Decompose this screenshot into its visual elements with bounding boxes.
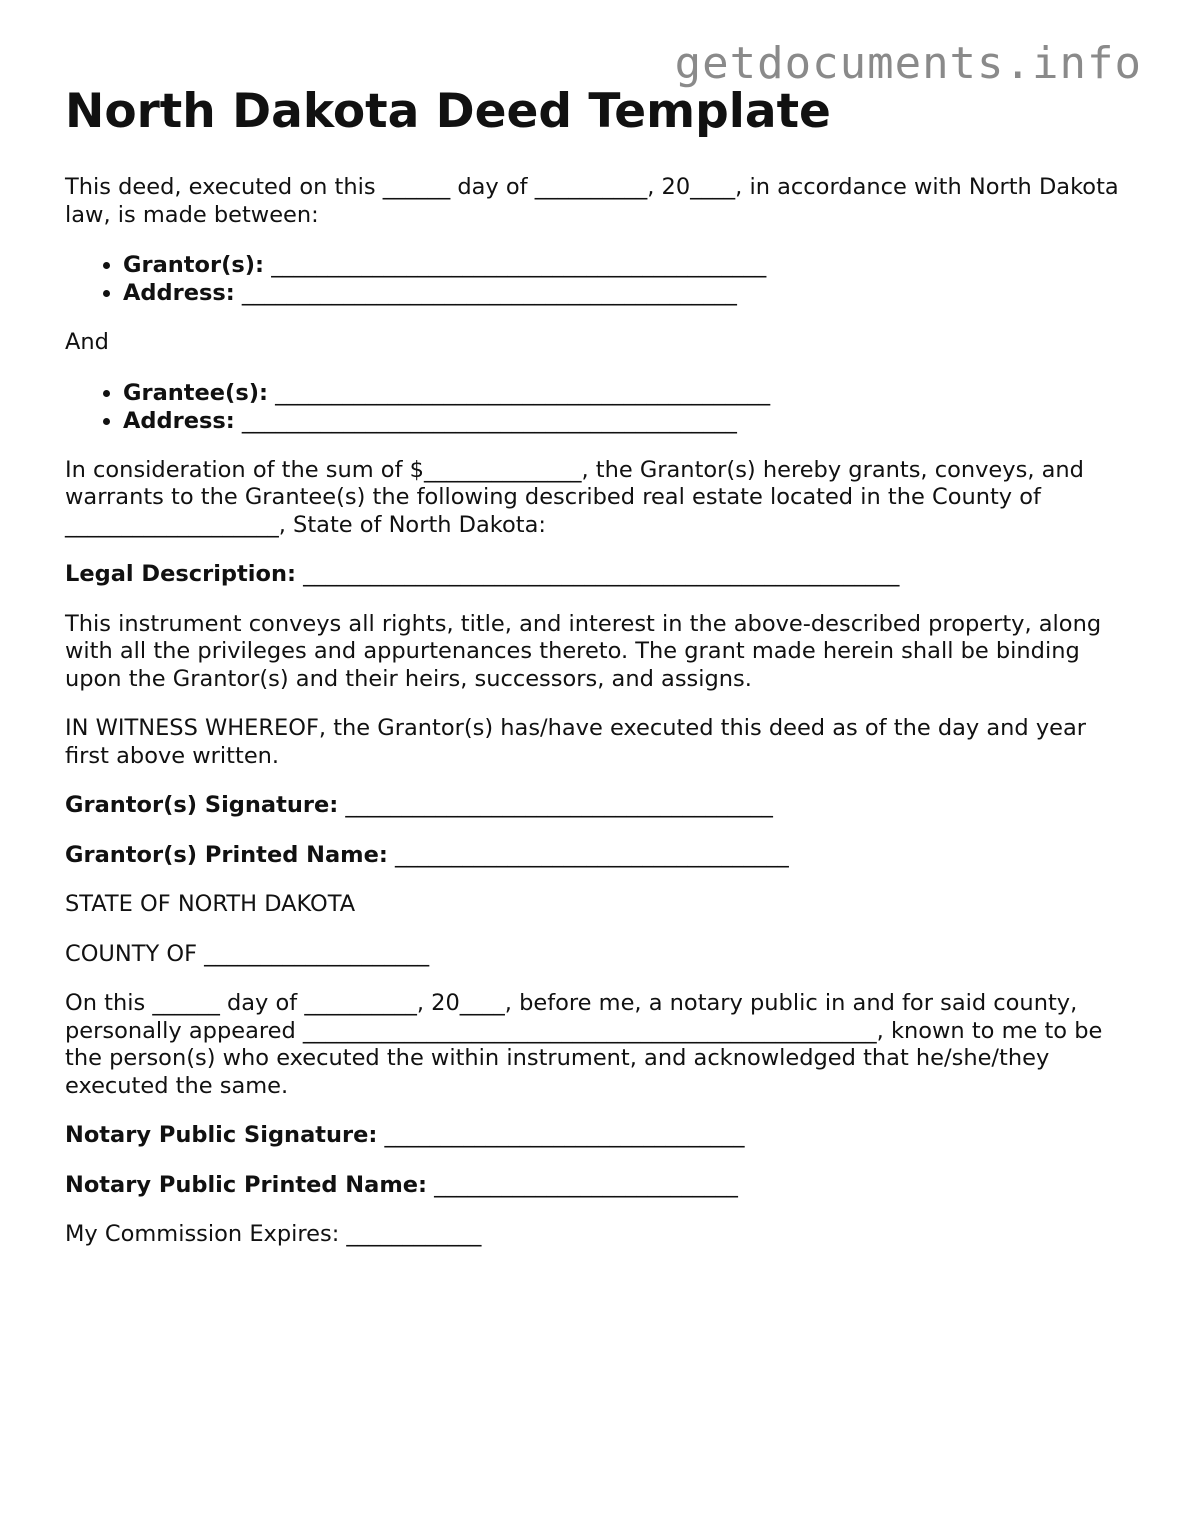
grantee-address-label: Address: [123,407,235,434]
grantee-item [123,379,1125,407]
grantor-address-item [123,279,1125,307]
grantor-signature-line [65,792,1125,820]
grantee-label: Grantee(s): [123,379,268,406]
notary-signature-label: Notary Public Signature: [65,1122,378,1148]
grantee-address-blank: ____________________________________________ [234,407,737,434]
intro-paragraph: This deed, executed on this ______ day of __________, 20____, in accordance with North Dakota law, is made between: [65,174,1119,228]
acknowledgment-paragraph: On this ______ day of __________, 20____, before me, a notary public in and for said county, personally appeared ___________________________________________________, known to me to be the person(s) who executed the within instrument, and acknowledged that he/she/they executed the same. [65,990,1103,1099]
grantor-signature-label: Grantor(s) Signature: [65,792,339,818]
legal-description [65,561,1125,589]
grantor-label: Grantor(s): [123,252,265,278]
grantor-blank: ____________________________________________ [264,252,767,278]
page-title: North Dakota Deed Template [65,84,831,139]
witness-paragraph: IN WITNESS WHEREOF, the Grantor(s) has/have executed this deed as of the day and year first above written. [65,715,1087,769]
notary-signature-line [65,1122,1125,1150]
state-line: STATE OF NORTH DAKOTA [65,891,356,917]
grantor-printed-name-label: Grantor(s) Printed Name: [65,841,388,868]
grantor-address-blank: ____________________________________________ [234,280,737,306]
consideration-paragraph: In consideration of the sum of $______________, the Grantor(s) hereby grants, conveys, and warrants to the Grantee(s) the following described real estate located in the County of ___________________, State of North Dakota: [65,456,1084,538]
notary-printed-name-label: Notary Public Printed Name: [65,1171,428,1198]
notary-printed-name-blank: ___________________________ [427,1171,738,1198]
deed-document [65,84,1125,1271]
legal-description-blank: _____________________________________________________ [295,561,900,587]
grantor-item [123,251,1125,279]
notary-signature-blank: ________________________________ [377,1122,745,1148]
grantor-signature-blank: ______________________________________ [338,792,773,818]
conveyance-paragraph: This instrument conveys all rights, title, and interest in the above-described property, along with all the privileges and appurtenances thereto. The grant made herein shall be binding upon the Grantor(s) and their heirs, successors, and assigns. [65,610,1102,692]
watermark: getdocuments.info [674,38,1142,89]
county-line: COUNTY OF ____________________ [65,940,430,967]
grantor-printed-name-line [65,842,1125,870]
grantor-list [65,251,1125,307]
grantor-printed-name-blank: ___________________________________ [387,841,789,868]
grantee-list [65,379,1125,435]
grantor-address-label: Address: [123,280,235,306]
grantee-address-item [123,407,1125,435]
grantee-blank: ____________________________________________ [268,379,771,406]
legal-description-label: Legal Description: [65,561,296,587]
commission-line: My Commission Expires: ____________ [65,1221,482,1247]
notary-printed-name-line [65,1172,1125,1200]
and-text: And [65,329,109,355]
